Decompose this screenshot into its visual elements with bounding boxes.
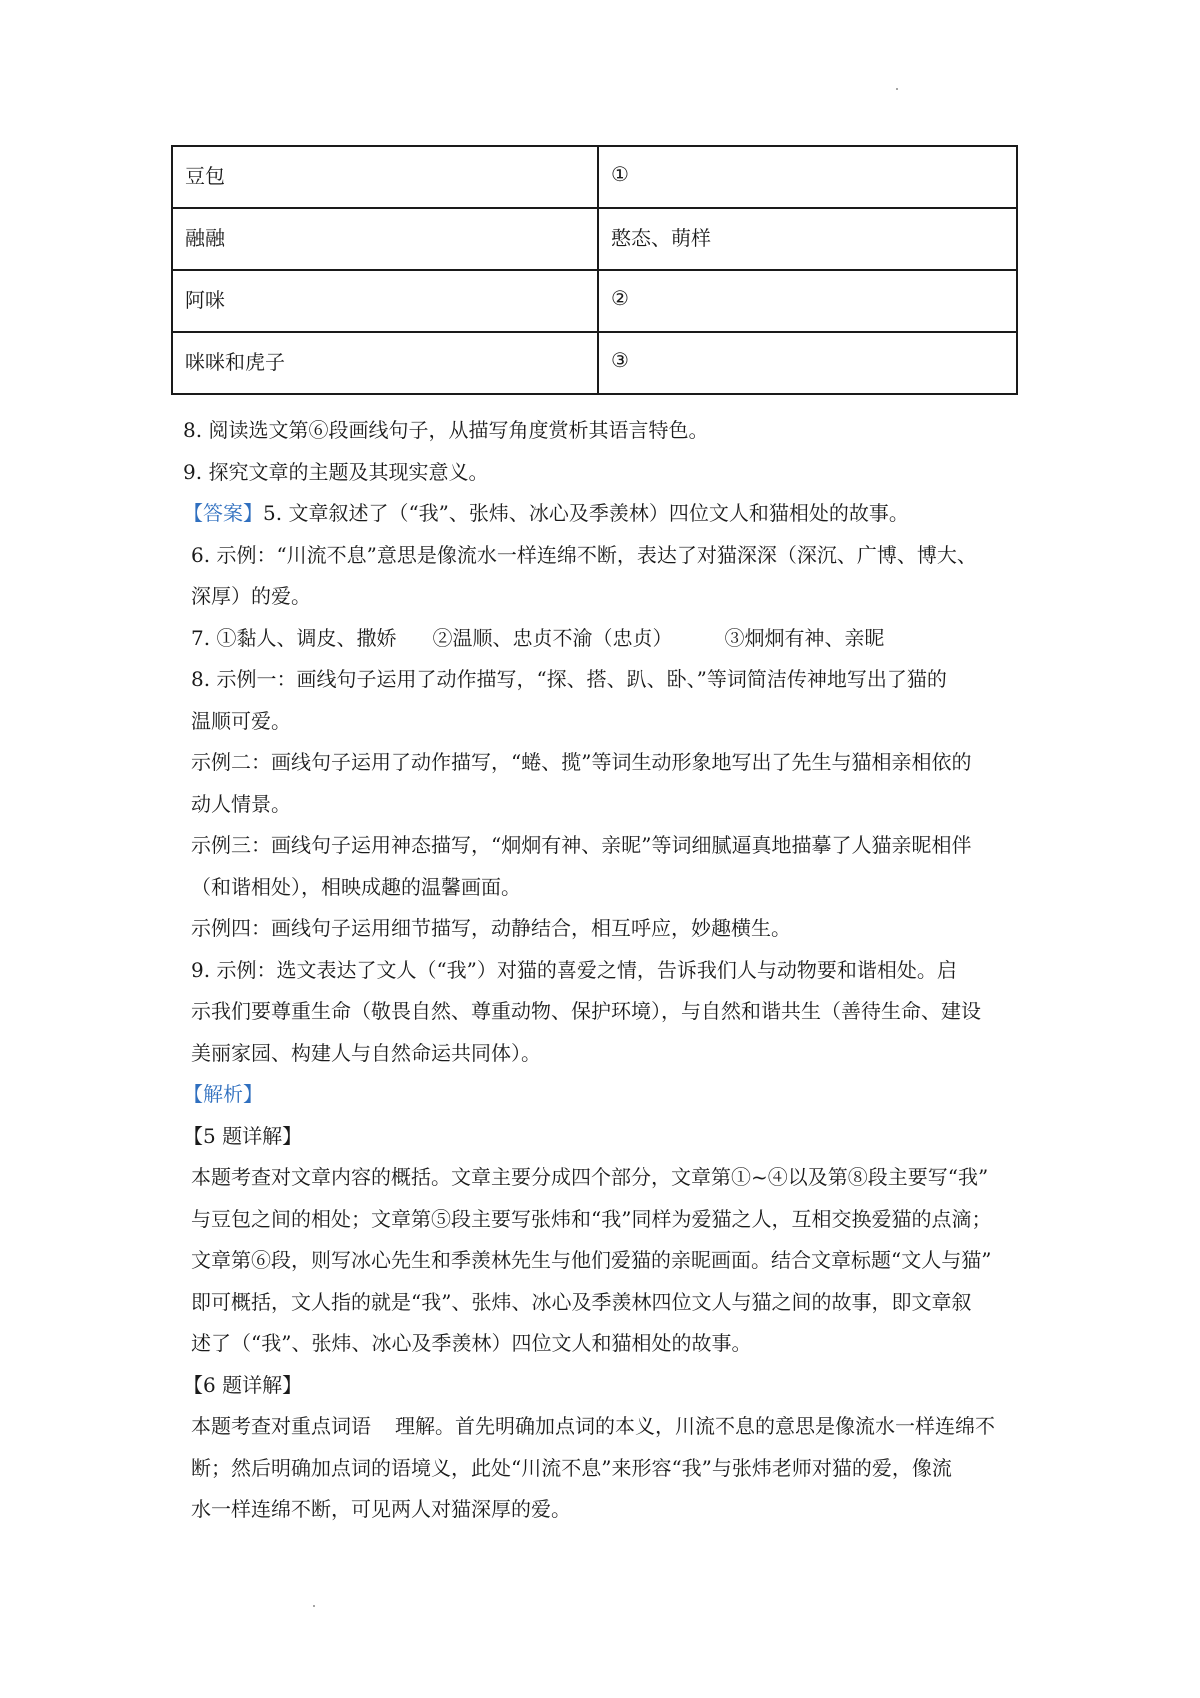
answer-9-line1: 9. 示例：选文表达了文人（“我”）对猫的喜爱之情，告诉我们人与动物要和谐相处。启 xyxy=(191,957,957,982)
analysis-tag-line xyxy=(183,1074,1033,1116)
analysis-6-line2: 断；然后明确加点词的语境义，此处“川流不息”来形容“我”与张炜老师对猫的爱，像流 xyxy=(191,1455,952,1480)
answer-8-line1: 8. 示例一：画线句子运用了动作描写，“探、搭、趴、卧、”等词简洁传神地写出了猫的 xyxy=(191,667,947,691)
analysis-tag: 【解析】 xyxy=(183,1082,263,1106)
answer-9-line2: 示我们要尊重生命（敬畏自然、尊重动物、保护环境），与自然和谐共生（善待生命、建设 xyxy=(191,999,981,1023)
scan-dot xyxy=(313,1605,315,1607)
cat-name-cell: 阿咪 xyxy=(172,270,598,332)
answer-6-line2: 深厚）的爱。 xyxy=(191,584,311,608)
cat-name-cell: 咪咪和虎子 xyxy=(172,332,598,394)
analysis-6-line1a: 本题考查对重点词语 xyxy=(191,1414,371,1438)
cat-traits-table xyxy=(171,145,1018,395)
answer-8-line2: 温顺可爱。 xyxy=(191,708,291,733)
answer-6-line1: 6. 示例：“川流不息”意思是像流水一样连绵不断，表达了对猫深深（深沉、广博、博大、 xyxy=(191,542,977,567)
answer-8-line4: 动人情景。 xyxy=(191,791,291,816)
table-row xyxy=(172,146,1017,208)
answer-7-part2: ②温顺、忠贞不渝（忠贞） xyxy=(432,625,673,650)
cat-name-cell: 豆包 xyxy=(172,146,598,208)
answer-8-line7: 示例四：画线句子运用细节描写，动静结合，相互呼应，妙趣横生。 xyxy=(191,916,791,940)
cat-trait-cell: ③ xyxy=(598,332,1017,394)
table-row xyxy=(172,270,1017,332)
answer-7-part3: ③炯炯有神、亲昵 xyxy=(724,625,885,650)
table-row xyxy=(172,332,1017,394)
answer-5 xyxy=(183,493,1033,535)
answer-9-line3: 美丽家园、构建人与自然命运共同体）。 xyxy=(191,1040,541,1065)
analysis-5-line3: 文章第⑥段，则写冰心先生和季羡林先生与他们爱猫的亲昵画面。结合文章标题“文人与猫” xyxy=(191,1248,992,1272)
question-9: 9. 探究文章的主题及其现实意义。 xyxy=(183,459,489,484)
analysis-6-line3: 水一样连绵不断，可见两人对猫深厚的爱。 xyxy=(191,1497,571,1521)
cat-trait-cell: ① xyxy=(598,146,1017,208)
answer-5-text: 5. 文章叙述了（“我”、张炜、冰心及季羡林）四位文人和猫相处的故事。 xyxy=(263,501,909,525)
table-row xyxy=(172,208,1017,270)
document-body xyxy=(183,410,1033,1531)
answer-8-line5: 示例三：画线句子运用神态描写，“炯炯有神、亲昵”等词细腻逼真地描摹了人猫亲昵相伴 xyxy=(191,833,972,857)
analysis-6-line1 xyxy=(183,1406,1033,1448)
analysis-5-line4: 即可概括，文人指的就是“我”、张炜、冰心及季羡林四位文人与猫之间的故事，即文章叙 xyxy=(191,1289,972,1314)
analysis-5-line5: 述了（“我”、张炜、冰心及季羡林）四位文人和猫相处的故事。 xyxy=(191,1331,752,1355)
answer-8-line6: （和谐相处），相映成趣的温馨画面。 xyxy=(191,874,521,899)
analysis-5-line2: 与豆包之间的相处；文章第⑤段主要写张炜和“我”同样为爱猫之人，互相交换爱猫的点滴； xyxy=(191,1206,992,1231)
question-8: 8. 阅读选文第⑥段画线句子，从描写角度赏析其语言特色。 xyxy=(183,418,709,442)
scan-dot xyxy=(896,88,898,90)
analysis-6-line1b: 理解。首先明确加点词的本义，川流不息的意思是像流水一样连绵不 xyxy=(395,1414,995,1438)
answer-tag: 【答案】 xyxy=(183,501,263,525)
cat-name-cell: 融融 xyxy=(172,208,598,270)
cat-trait-cell: 憨态、萌样 xyxy=(598,208,1017,270)
answer-7-part1: 7. ①黏人、调皮、撒娇 xyxy=(191,625,397,650)
analysis-5-line1: 本题考查对文章内容的概括。文章主要分成四个部分，文章第①~④以及第⑧段主要写“我” xyxy=(191,1165,989,1189)
answer-7 xyxy=(183,618,1033,660)
cat-trait-cell: ② xyxy=(598,270,1017,332)
answer-8-line3: 示例二：画线句子运用了动作描写，“蜷、揽”等词生动形象地写出了先生与猫相亲相依的 xyxy=(191,750,972,774)
analysis-6-heading: 【6 题详解】 xyxy=(183,1372,303,1397)
analysis-5-heading: 【5 题详解】 xyxy=(183,1123,303,1148)
